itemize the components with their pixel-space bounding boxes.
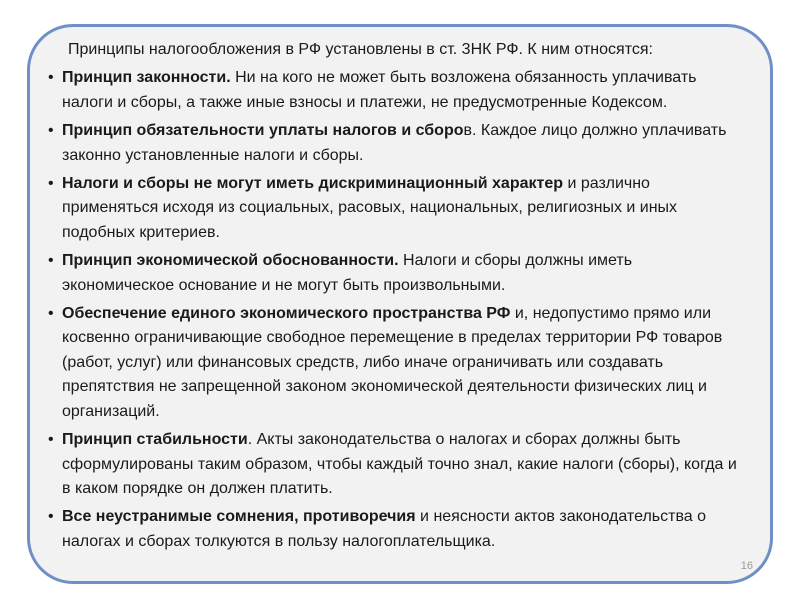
item-text: Ни на кого не может быть возложена обязанность уплачивать налоги и сборы, а также иные взносы и платежи, не предусмотренные Кодексом.	[62, 69, 697, 111]
bullet-icon: •	[48, 122, 54, 140]
bullet-icon: •	[48, 305, 54, 323]
list-item	[48, 428, 748, 501]
list-item	[48, 505, 748, 554]
list-item	[48, 119, 748, 168]
list-item	[48, 66, 748, 115]
item-text: . Акты законодательства о налогах и сборах должны быть сформулированы таким образом, чтобы каждый точно знал, какие налоги (сборы), когда и в каком порядке он должен платить.	[62, 431, 737, 497]
item-heading: Обеспечение единого экономического пространства РФ	[62, 305, 511, 323]
bullet-icon: •	[48, 69, 54, 87]
item-heading: Принцип стабильности	[62, 431, 248, 449]
item-heading: Принцип законности.	[62, 69, 231, 87]
bullet-icon: •	[48, 252, 54, 270]
item-heading: Принцип обязательности уплаты налогов и сборо	[62, 122, 464, 140]
item-text: в. Каждое лицо должно уплачивать законно установленные налоги и сборы.	[62, 122, 727, 164]
list-item	[48, 172, 748, 245]
item-heading: Все неустранимые сомнения, противоречия	[62, 508, 416, 526]
item-heading: Налоги и сборы не могут иметь дискриминационный характер	[62, 175, 563, 193]
slide-number: 16	[740, 560, 753, 572]
list-item	[48, 302, 748, 424]
item-heading: Принцип экономической обоснованности.	[62, 252, 399, 270]
slide-content	[48, 38, 748, 554]
item-text: Налоги и сборы должны иметь экономическое основание и не могут быть произвольными.	[62, 252, 633, 294]
principles-list	[48, 66, 748, 554]
list-item	[48, 249, 748, 298]
bullet-icon: •	[48, 175, 54, 193]
bullet-icon: •	[48, 508, 54, 526]
item-text: и неясности актов законодательства о налогах и сборах толкуются в пользу налогоплательщика.	[62, 508, 707, 550]
intro-text: Принципы налогообложения в РФ установлены в ст. 3НК РФ. К ним относятся:	[68, 41, 653, 58]
item-text: и, недопустимо прямо или косвенно ограничивающие свободное перемещение в пределах территории РФ товаров (работ, услуг) или финансовых средств, либо иначе ограничивать или создавать препятствия не запрещенной законом экономической деятельности физических лиц и организаций.	[62, 305, 723, 420]
bullet-icon: •	[48, 431, 54, 449]
item-text: и различно применяться исходя из социальных, расовых, национальных, религиозных и иных подобных критериев.	[62, 175, 678, 241]
